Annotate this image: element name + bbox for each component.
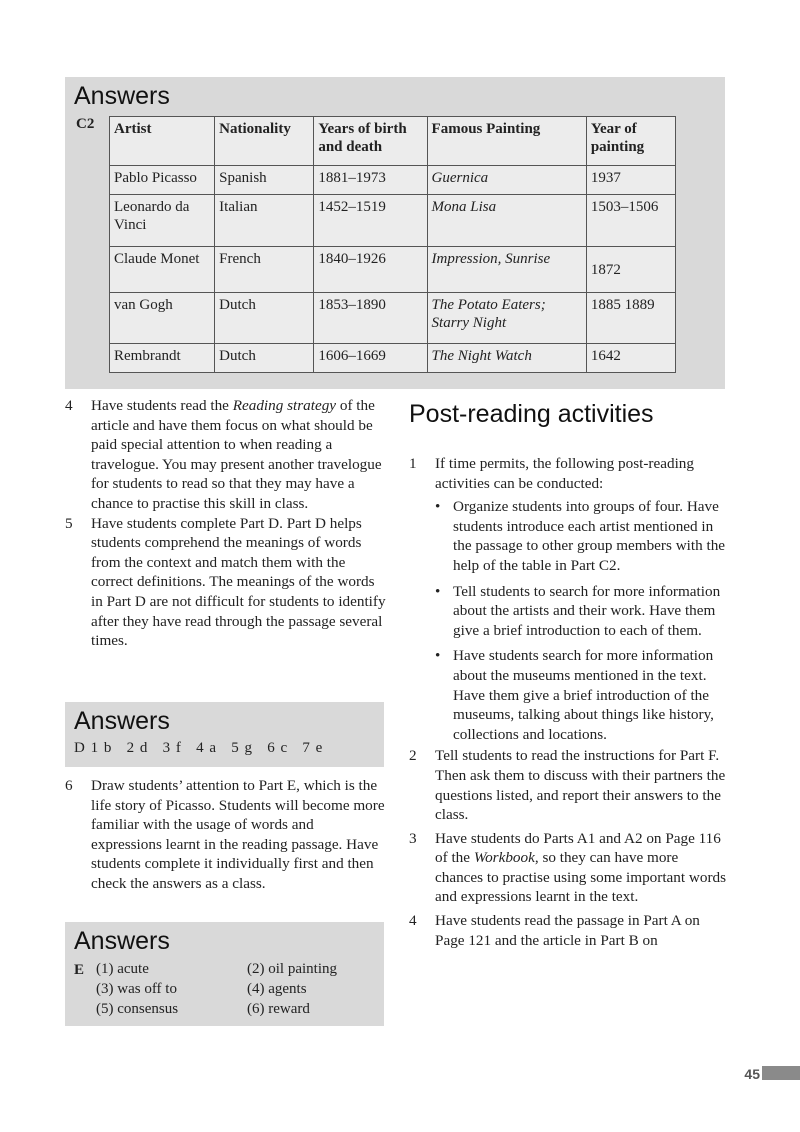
list-item bbox=[409, 454, 727, 744]
table-row bbox=[110, 195, 676, 247]
answer-item: (2) oil painting bbox=[247, 961, 337, 977]
item-text: Have students complete Part D. Part D helps students comprehend the meanings of words from the context and match them with the correct definitions. The meanings of the words in Part D are not difficult for students to identify after they have read through the passage several times. bbox=[91, 514, 386, 650]
cell-painting: The Night Watch bbox=[427, 344, 586, 373]
list-item bbox=[409, 746, 727, 824]
item-text: , so they can have more chances to practise using some important words and expressions learnt in the text. bbox=[435, 849, 727, 906]
answer-item: (5) consensus bbox=[96, 1001, 179, 1017]
cell-artist: van Gogh bbox=[110, 293, 215, 344]
table-row bbox=[110, 166, 676, 195]
item-text-italic: Workbook bbox=[473, 849, 535, 867]
cell-artist: Leonardo da Vinci bbox=[110, 195, 215, 247]
cell-year-of-painting: 1937 bbox=[586, 166, 675, 195]
cell-years: 1840–1926 bbox=[314, 247, 427, 293]
cell-nationality: Dutch bbox=[215, 293, 314, 344]
item-text: If time permits, the following post-reading activities can be conducted: bbox=[435, 455, 694, 492]
header-nationality: Nationality bbox=[215, 117, 314, 166]
header-painting: Famous Painting bbox=[427, 117, 586, 166]
answer-item: (6) reward bbox=[247, 1001, 310, 1017]
item-number: 1 bbox=[409, 455, 417, 472]
item-number: 4 bbox=[65, 397, 73, 414]
table-row bbox=[110, 247, 676, 293]
list-item bbox=[65, 396, 387, 514]
section-heading-post-reading: Post-reading activities bbox=[409, 400, 654, 428]
answer-item: (1) acute bbox=[96, 961, 149, 977]
cell-years: 1606–1669 bbox=[314, 344, 427, 373]
item-number: 4 bbox=[409, 912, 417, 930]
answers-d-line: D 1 b 2 d 3 f 4 a 5 g 6 c 7 e bbox=[74, 740, 324, 756]
cell-painting: The Potato Eaters; Starry Night bbox=[427, 293, 586, 344]
bullet-text: Have students search for more information about the museums mentioned in the text. Have them give a brief introduction of the museums, talking about things like history, collections and locations. bbox=[453, 647, 714, 743]
cell-year-of-painting: 1885 1889 bbox=[586, 293, 675, 344]
item-text: Tell students to read the instructions for Part F. Then ask them to discuss with their partners the questions listed, and report their answers to the class. bbox=[435, 747, 726, 824]
list-item bbox=[409, 911, 727, 950]
item-text: Have students read the bbox=[91, 397, 233, 414]
cell-painting: Impression, Sunrise bbox=[427, 247, 586, 293]
cell-painting: Guernica bbox=[427, 166, 586, 195]
item-text: Have students read the passage in Part A on Page 121 and the article in Part B on bbox=[435, 912, 700, 949]
table-row bbox=[110, 293, 676, 344]
header-year-of-painting: Year of painting bbox=[586, 117, 675, 166]
header-artist: Artist bbox=[110, 117, 215, 166]
bullet-item bbox=[435, 646, 727, 744]
cell-years: 1452–1519 bbox=[314, 195, 427, 247]
cell-years: 1881–1973 bbox=[314, 166, 427, 195]
list-item bbox=[65, 776, 387, 894]
left-column-bottom bbox=[65, 776, 387, 894]
answers-title: Answers bbox=[74, 927, 170, 955]
answer-item: (3) was off to bbox=[96, 981, 177, 997]
cell-nationality: Spanish bbox=[215, 166, 314, 195]
answers-e-grid bbox=[96, 959, 376, 1019]
item-text: of the article and have them focus on what should be paid special attention to when reading a travelogue. You may present another travelogue for students to read so that they may have a chance to practise this skill in class. bbox=[91, 397, 382, 512]
cell-artist: Pablo Picasso bbox=[110, 166, 215, 195]
item-number: 5 bbox=[65, 514, 73, 532]
answers-label-c2: C2 bbox=[76, 116, 95, 132]
artists-table bbox=[109, 116, 676, 373]
cell-year-of-painting: 1503–1506 bbox=[586, 195, 675, 247]
cell-year-of-painting: 1872 bbox=[586, 247, 675, 293]
table-header-row bbox=[110, 117, 676, 166]
item-number: 6 bbox=[65, 777, 73, 794]
table-row bbox=[110, 344, 676, 373]
item-text: Draw students’ attention to Part E, which is the life story of Picasso. Students will become more familiar with the usage of words and expressions learnt in the reading passage. Have students complete it individually first and then check the answers as a class. bbox=[91, 777, 385, 892]
list-item bbox=[409, 829, 727, 907]
cell-painting: Mona Lisa bbox=[427, 195, 586, 247]
item-text-italic: Reading strategy bbox=[232, 397, 337, 414]
cell-artist: Claude Monet bbox=[110, 247, 215, 293]
bullet-dot-icon: • bbox=[435, 582, 441, 600]
item-number: 3 bbox=[409, 829, 417, 847]
cell-year-of-painting: 1642 bbox=[586, 344, 675, 373]
answers-title: Answers bbox=[74, 707, 170, 735]
answers-label-e: E bbox=[74, 962, 85, 978]
page-number-bar bbox=[762, 1066, 800, 1080]
list-item bbox=[65, 514, 387, 651]
item-text: Have students do Parts A1 and A2 on Page 116 of the bbox=[435, 829, 721, 867]
cell-nationality: French bbox=[215, 247, 314, 293]
bullet-dot-icon: • bbox=[435, 498, 441, 516]
answers-title: Answers bbox=[74, 82, 170, 110]
cell-artist: Rembrandt bbox=[110, 344, 215, 373]
item-number: 2 bbox=[409, 747, 417, 765]
page-number: 45 bbox=[744, 1066, 760, 1082]
cell-years: 1853–1890 bbox=[314, 293, 427, 344]
right-column bbox=[409, 454, 727, 950]
cell-nationality: Dutch bbox=[215, 344, 314, 373]
bullet-item bbox=[435, 582, 727, 641]
bullet-text: Organize students into groups of four. Have students introduce each artist mentioned in the passage to other group members with the help of the table in Part C2. bbox=[453, 498, 726, 574]
header-years: Years of birth and death bbox=[314, 117, 427, 166]
bullet-text: Tell students to search for more information about the artists and their work. Have them give a brief introduction to each of them. bbox=[453, 582, 721, 639]
cell-nationality: Italian bbox=[215, 195, 314, 247]
bullet-item bbox=[435, 497, 727, 575]
bullet-dot-icon: • bbox=[435, 647, 441, 665]
answer-item: (4) agents bbox=[247, 981, 307, 997]
left-column-top bbox=[65, 396, 387, 651]
